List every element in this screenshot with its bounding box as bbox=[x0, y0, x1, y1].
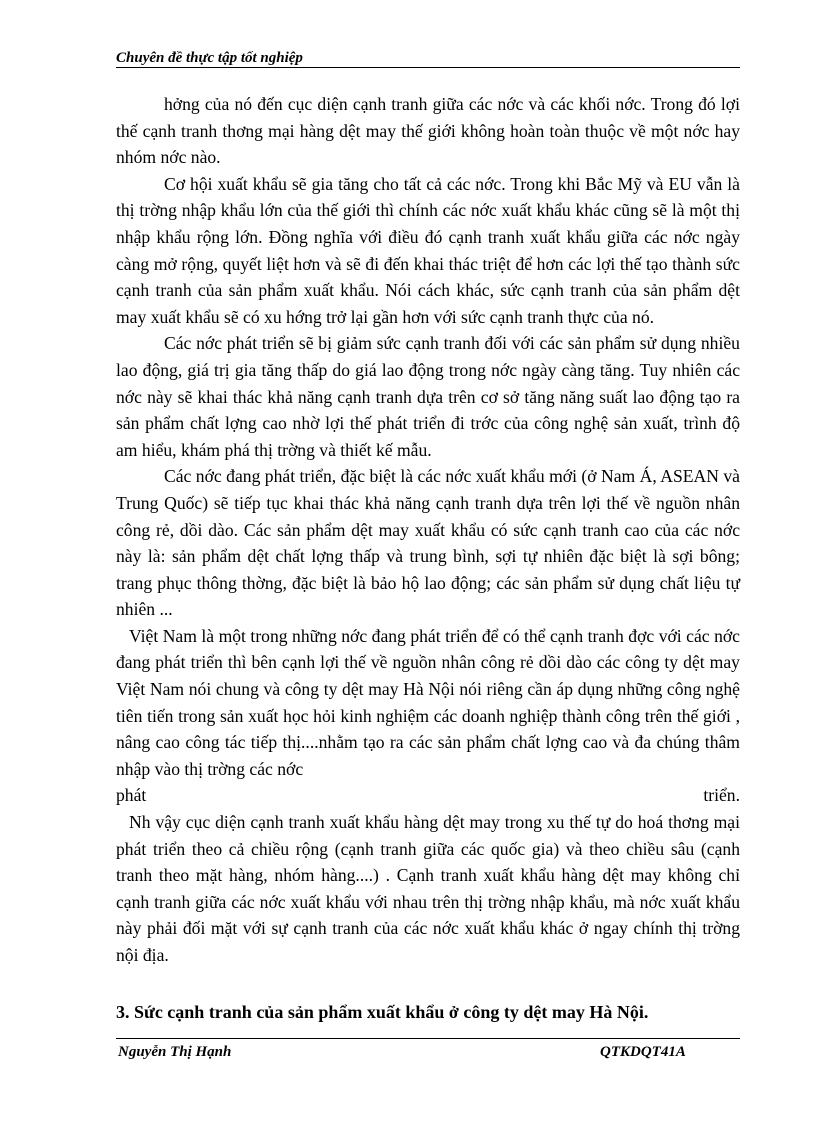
text-line: các công ty dệt may Việt Nam nói chung và công ty dệt may Hà Nội nói riêng bbox=[116, 652, 740, 700]
text-line: dệt may không chỉ cạnh tranh giữa các nớc xuất khẩu với nhau trên thị trờng bbox=[116, 865, 740, 912]
text-line: khẩu giữa các nớc ngày càng mở rộng, quyết liệt hơn và sẽ đi đến khai thác triệt bbox=[116, 226, 740, 274]
text-line: nhập khẩu, mà nớc xuất khẩu này phải đối mặt với sự cạnh tranh của các nớc bbox=[116, 891, 741, 939]
text-line: với các nớc đang phát triển thì bên cạnh lợi thế về nguồn nhân công rẻ dồi dào bbox=[116, 625, 740, 673]
text-word: phát bbox=[116, 785, 147, 806]
text-line: thế về nguồn nhân công rẻ, dồi dào. Các sản phẩm dệt may xuất khẩu có sức bbox=[116, 492, 740, 540]
text-line: trớc của công nghệ sản xuất, trình độ am hiểu, khám phá thị trờng và thiết kế bbox=[116, 413, 740, 460]
text-line: các sản phẩm chất lợng cao và đa chúng thâm nhập vào thị trờng các nớc bbox=[116, 732, 740, 779]
text-line: tăng năng suất lao động tạo ra sản phẩm chất lợng cao nhờ lợi thế phát triển đi bbox=[116, 386, 740, 434]
paragraph-5 bbox=[116, 623, 740, 783]
text-line: động; các sản phẩm sử dụng chất liệu tự nhiên ... bbox=[116, 572, 740, 620]
paragraph-2 bbox=[116, 171, 740, 331]
text-line: xuất khẩu khác ở ngay chính thị trờng nội địa. bbox=[116, 918, 741, 965]
text-line: mẫu. bbox=[396, 439, 432, 460]
text-line: tăng. Tuy nhiên các nớc này sẽ khai thác khả năng cạnh tranh dựa trên cơ sở bbox=[116, 359, 741, 407]
text-line: chiều sâu (cạnh tranh theo mặt hàng, nhóm hàng....) . Cạnh tranh xuất khẩu hàng bbox=[116, 838, 740, 886]
paragraph-6 bbox=[116, 809, 740, 969]
text-line: doanh nghiệp thành công trên thế giới , nâng cao công tác tiếp thị....nhằm tạo ra bbox=[116, 705, 740, 753]
text-line: cạnh tranh cao của các nớc này là: sản phẩm dệt chất lợng thấp và trung bình, bbox=[116, 519, 741, 567]
text-line: cần áp dụng những công nghệ tiên tiến trong sản xuất học hỏi kinh nghiệm các bbox=[116, 679, 740, 726]
footer-divider bbox=[116, 1038, 740, 1039]
header-divider bbox=[116, 67, 740, 68]
paragraph-4 bbox=[116, 463, 740, 623]
section-heading: 3. Sức cạnh tranh của sản phẩm xuất khẩu ở công ty dệt may Hà Nội. bbox=[116, 1002, 649, 1022]
text-line: Cơ hội xuất khẩu sẽ gia tăng cho tất cả các nớc. Trong khi Bắc Mỹ và EU bbox=[164, 173, 692, 194]
justified-line bbox=[116, 782, 740, 809]
paragraph-3 bbox=[116, 330, 740, 463]
footer-class-code: QTKDQT41A bbox=[600, 1044, 686, 1060]
text-line: khác, sức cạnh tranh của sản phẩm dệt may xuất khẩu sẽ có xu hớng trở lại gần bbox=[116, 280, 740, 327]
text-line: một nớc hay nhóm nớc nào. bbox=[116, 120, 741, 168]
body-text bbox=[116, 91, 740, 969]
text-line: để hơn các lợi thế tạo thành sức cạnh tranh của sản phẩm xuất khẩu. Nói cách bbox=[116, 253, 740, 301]
text-line: ASEAN và Trung Quốc) sẽ tiếp tục khai thác khả năng cạnh tranh dựa trên lợi bbox=[116, 466, 740, 513]
text-line: thơng mại phát triển theo cả chiều rộng (cạnh tranh giữa các quốc gia) và theo bbox=[116, 812, 740, 859]
text-line: cũng sẽ là một thị nhập khẩu rộng lớn. Đồng nghĩa với điều đó cạnh tranh xuất bbox=[116, 200, 740, 247]
text-line: dụng nhiều lao động, giá trị gia tăng thấp do giá lao động trong nớc ngày càng bbox=[116, 333, 740, 380]
text-line: Việt Nam là một trong những nớc đang phát triển để có thể cạnh tranh đợc bbox=[129, 625, 655, 646]
text-line: vẫn là thị trờng nhập khẩu lớn của thế giới thì chính các nớc xuất khẩu khác bbox=[116, 173, 740, 221]
text-word: triển. bbox=[703, 785, 740, 806]
paragraph-1 bbox=[116, 91, 740, 171]
text-line: Các nớc đang phát triển, đặc biệt là các nớc xuất khẩu mới (ở Nam Á, bbox=[164, 466, 657, 487]
text-line: lợi thế cạnh tranh thơng mại hàng dệt may thế giới không hoàn toàn thuộc về bbox=[116, 94, 740, 141]
text-line: hơn với sức cạnh tranh thực của nó. bbox=[402, 306, 655, 327]
text-line: Các nớc phát triển sẽ bị giảm sức cạnh tranh đối với các sản phẩm sử bbox=[164, 333, 657, 354]
text-line: hởng của nó đến cục diện cạnh tranh giữa các nớc và các khối nớc. Trong đó bbox=[164, 94, 716, 114]
footer-author: Nguyễn Thị Hạnh bbox=[118, 1044, 232, 1060]
text-line: sợi tự nhiên đặc biệt là sợi bông; trang phục thông thờng, đặc biệt là bảo hộ lao bbox=[116, 546, 740, 593]
page-header-title: Chuyên đề thực tập tốt nghiệp bbox=[116, 50, 303, 66]
text-line: Nh vậy cục diện cạnh tranh xuất khẩu hàng dệt may trong xu thế tự do hoá bbox=[129, 812, 664, 833]
